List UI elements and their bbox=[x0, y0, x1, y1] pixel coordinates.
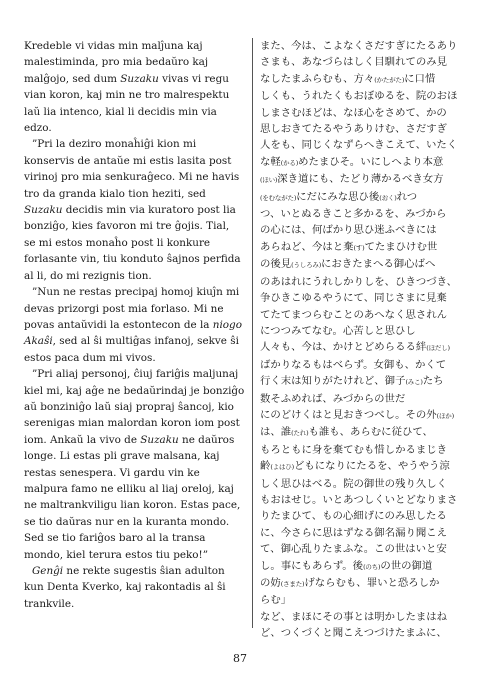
text-segment: に口惜 bbox=[404, 72, 436, 85]
text-segment: めたまひそ。いにしへより本意 bbox=[298, 155, 444, 168]
text-segment: の世の御道 bbox=[380, 559, 433, 572]
text-line bbox=[260, 206, 460, 222]
text-segment: 深き道にも、たどり薄かるべき女方 bbox=[277, 173, 444, 186]
text-segment: つ、いとぬるきこと多かるを、みづから bbox=[260, 208, 447, 221]
text-line bbox=[24, 481, 246, 497]
text-line bbox=[260, 508, 460, 524]
text-segment: laŭ lia intenco, kial li decidis min via bbox=[24, 105, 217, 118]
text-segment: さまも、あなづらはしく目馴れてのみ見 bbox=[260, 56, 448, 69]
japanese-original-column bbox=[260, 38, 460, 642]
text-segment: ne maltrankviligu lian koron. Estas pace, bbox=[24, 499, 241, 512]
text-segment: しく思ひはべる。院の御世の残り久しく bbox=[260, 477, 448, 490]
furigana-reading: (す) bbox=[353, 243, 365, 252]
text-line bbox=[24, 202, 246, 218]
text-line bbox=[24, 579, 246, 595]
text-line bbox=[260, 339, 460, 356]
text-segment: tro da granda kialo tion heziti, sed bbox=[24, 187, 206, 200]
furigana-reading: (みこ) bbox=[405, 378, 423, 387]
text-line bbox=[24, 186, 246, 202]
text-segment: 人をも、同じくなずらへきこえて、いたく bbox=[260, 139, 458, 152]
text-segment: estos paca dum mi vivos. bbox=[24, 351, 156, 364]
text-line bbox=[260, 625, 460, 641]
text-line bbox=[24, 120, 246, 136]
text-segment: ne rekte sugestis ŝian adulton bbox=[63, 565, 225, 577]
text-segment: の心には、何ばかり思ひ迷ふべきには bbox=[260, 224, 437, 237]
text-segment: りたまひて、もの心細げにのみ思したる bbox=[260, 510, 447, 523]
text-segment: forlasante vin, tiu konduto ŝajnos perfida bbox=[24, 253, 241, 266]
text-line bbox=[260, 307, 460, 323]
text-segment: mondo, kiel terura estos tiu peko!” bbox=[24, 548, 209, 561]
text-line bbox=[24, 54, 246, 70]
text-line bbox=[260, 121, 460, 137]
text-line bbox=[260, 239, 460, 256]
text-segment: aŭ bonziniĝo laŭ siaj propraj ŝancoj, kio bbox=[24, 400, 234, 413]
text-line bbox=[24, 169, 246, 185]
text-line bbox=[24, 530, 246, 546]
text-segment: ど、つくづくと聞こえつづけたまふに、 bbox=[260, 627, 447, 640]
text-segment: devas prizorgi post mia forlaso. Mi ne bbox=[24, 302, 224, 315]
furigana-reading: (よはひ) bbox=[270, 463, 294, 472]
text-segment: な軽 bbox=[260, 155, 281, 168]
text-segment: vivas vi regu bbox=[158, 72, 229, 85]
furigana-reading: (かたがた) bbox=[374, 75, 405, 84]
text-line bbox=[260, 357, 460, 373]
text-line bbox=[260, 407, 460, 424]
text-line bbox=[260, 171, 460, 188]
text-line bbox=[260, 575, 460, 592]
furigana-reading: (をむながた) bbox=[260, 193, 297, 202]
column-divider bbox=[252, 38, 253, 628]
italic-term: Suzaku bbox=[120, 72, 159, 85]
text-segment: restas senespera. Vi gardu vin ke bbox=[24, 466, 200, 479]
text-segment: にのどけくはと見おきつべし。その外 bbox=[260, 408, 437, 421]
text-line bbox=[260, 290, 460, 306]
text-line bbox=[260, 391, 460, 407]
text-line bbox=[24, 366, 246, 382]
text-segment: また、今は、こよなくさだすぎにたるあり bbox=[260, 40, 458, 52]
furigana-reading: (のち) bbox=[363, 562, 381, 571]
text-segment: 思しおきてたるやうありけむ、さだすぎ bbox=[260, 123, 448, 136]
text-segment: edzo. bbox=[24, 122, 52, 135]
text-line bbox=[260, 592, 460, 608]
text-segment: decidis min via kuratoro post lia bbox=[62, 204, 236, 217]
text-segment: trankvile. bbox=[24, 597, 75, 610]
text-segment: なしたまふらむも、方々 bbox=[260, 72, 375, 85]
text-line bbox=[260, 88, 460, 104]
text-segment: kun Denta Kverko, kaj rakontadis al ŝi bbox=[24, 581, 226, 594]
text-line bbox=[24, 87, 246, 103]
text-segment: malestiminda, pro mia bedaŭro kaj bbox=[24, 56, 209, 69]
text-segment: たち bbox=[422, 375, 444, 388]
text-segment: にだにみな思ひ後 bbox=[296, 190, 380, 203]
text-line bbox=[260, 222, 460, 238]
text-line bbox=[24, 432, 246, 448]
text-line bbox=[260, 137, 460, 153]
text-line bbox=[24, 218, 246, 234]
furigana-reading: (さまた) bbox=[280, 580, 305, 588]
text-segment: など、まほにその事とは明かしたまはね bbox=[260, 610, 448, 623]
text-segment: al li, do mi rezignis tion. bbox=[24, 269, 152, 282]
text-line bbox=[260, 154, 460, 171]
text-line bbox=[24, 448, 246, 464]
text-segment: Sed se tio fariĝos baro al la transa bbox=[24, 532, 206, 545]
text-segment: ”Nun ne restas precipaj homoj kiuĵn mi bbox=[32, 286, 240, 299]
text-segment: も誰も、あらむに従ひて、 bbox=[308, 426, 433, 439]
text-segment: , sed al ŝi multiĝas infanoj, sekve ŝi bbox=[52, 335, 239, 348]
text-line bbox=[24, 596, 246, 612]
text-segment: 争ひきこゆるやうにて、同じさまに見棄 bbox=[260, 292, 447, 305]
text-line bbox=[260, 424, 460, 441]
text-segment: povas antaŭvidi la estontecon de la bbox=[24, 318, 213, 331]
text-segment: 数そふめれば、みづからの世だ bbox=[260, 392, 406, 405]
text-line bbox=[24, 317, 246, 333]
text-segment: se mi estos monaĥo post li konkure bbox=[24, 236, 211, 249]
text-line bbox=[24, 301, 246, 317]
text-line bbox=[24, 415, 246, 431]
text-line bbox=[24, 251, 246, 267]
text-line bbox=[24, 284, 246, 300]
text-line bbox=[260, 442, 460, 458]
text-line bbox=[24, 333, 246, 349]
text-line bbox=[260, 609, 460, 625]
text-segment: kiel mi, kaj aĝe ne bedaŭrindaj je bonziĝo bbox=[24, 384, 245, 397]
text-line bbox=[260, 558, 460, 575]
italic-term: niogo bbox=[212, 318, 242, 331]
text-segment: bonziĝo, kies favoron mi tre ĝojis. Tial, bbox=[24, 220, 230, 233]
text-segment: もおはせじ。いとあつしくいとどなりまさ bbox=[260, 493, 458, 506]
furigana-reading: (かる) bbox=[280, 158, 299, 167]
text-line bbox=[260, 256, 460, 273]
text-line bbox=[24, 104, 246, 120]
text-line bbox=[260, 476, 460, 492]
text-line bbox=[260, 525, 460, 541]
text-line bbox=[260, 274, 460, 290]
text-line bbox=[260, 458, 460, 475]
text-segment: malpura famo ne elliku al liaj oreloj, kaj bbox=[24, 482, 234, 495]
text-segment: てたまひけむ世 bbox=[364, 240, 438, 253]
esperanto-translation-column bbox=[24, 38, 246, 612]
text-segment: se tio daŭras nur en la kuranta mondo. bbox=[24, 515, 230, 528]
text-segment: の後見 bbox=[260, 258, 292, 271]
text-line bbox=[24, 71, 246, 87]
text-segment: konservis de antaŭe mi estis lasita post bbox=[24, 154, 232, 167]
text-line bbox=[24, 268, 246, 284]
text-line bbox=[24, 497, 246, 513]
text-line bbox=[260, 54, 460, 70]
text-line bbox=[260, 323, 460, 339]
italic-term: Suzaku bbox=[140, 433, 179, 446]
text-segment: におきたまへる御心ばへ bbox=[321, 258, 436, 271]
text-line bbox=[24, 383, 246, 399]
text-line bbox=[260, 38, 460, 54]
text-segment: ne daŭros bbox=[178, 433, 235, 446]
text-segment: しくも、うれたくもおぼゆるを、院のおほ bbox=[260, 90, 458, 103]
text-line bbox=[24, 547, 246, 563]
text-segment: serenigas mian malordan koron iom post bbox=[24, 417, 240, 430]
text-line bbox=[24, 563, 246, 579]
furigana-reading: (おく) bbox=[379, 193, 397, 202]
furigana-reading: (うしろみ) bbox=[291, 261, 322, 270]
text-line bbox=[260, 105, 460, 121]
text-segment: virinoj pro mia senkuraĝeco. Mi ne havis bbox=[24, 171, 240, 184]
italic-term: Akaŝi bbox=[24, 335, 53, 348]
text-segment: らむ」 bbox=[260, 594, 292, 607]
text-segment: 人々も、今は、かけとどめらるる絆 bbox=[260, 341, 427, 354]
page-number: 87 bbox=[233, 652, 247, 665]
text-line bbox=[260, 373, 460, 390]
text-segment: Kredeble vi vidas min malĵuna kaj bbox=[24, 40, 203, 52]
text-segment: に、今さらに思はずなる御名漏り聞こえ bbox=[260, 526, 448, 539]
text-segment: げならむも、罪いと恐ろしか bbox=[304, 577, 440, 589]
text-line bbox=[260, 492, 460, 508]
text-line bbox=[24, 399, 246, 415]
text-segment: しまさむほどは、なほ心をさめて、かの bbox=[260, 106, 447, 119]
text-segment: のあはれにうれしかりしを、ひきつづき、 bbox=[260, 275, 458, 288]
text-segment: につつみてなむ。心苦しと思ひし bbox=[260, 324, 416, 337]
text-line bbox=[24, 465, 246, 481]
text-segment: もろともに身を棄てむも惜しかるまじき bbox=[260, 443, 448, 456]
text-segment: longe. Li estas pli grave malsana, kaj bbox=[24, 450, 220, 463]
text-segment: ”Pri aliaj personoj, ĉiuj fariĝis maljunaj bbox=[32, 368, 239, 381]
furigana-reading: (ほか) bbox=[436, 411, 454, 420]
text-segment: どもになりにたるを、やうやう涼 bbox=[293, 460, 450, 473]
text-segment: ばかりなるもはべらず。女御も、かくて bbox=[260, 358, 447, 371]
text-segment: あらねど、今はと棄 bbox=[260, 240, 354, 253]
text-line bbox=[24, 136, 246, 152]
italic-term: Genĝi bbox=[32, 565, 64, 577]
text-segment: の妨 bbox=[260, 577, 281, 589]
text-line bbox=[24, 350, 246, 366]
text-segment: 齢 bbox=[260, 460, 271, 473]
text-line bbox=[24, 235, 246, 251]
text-segment: し。事にもあらず。後 bbox=[260, 559, 364, 572]
text-line bbox=[24, 514, 246, 530]
text-segment: れつ bbox=[396, 190, 418, 203]
text-line bbox=[260, 541, 460, 557]
text-line bbox=[260, 71, 460, 88]
furigana-reading: (たれ) bbox=[291, 429, 309, 438]
furigana-reading: (ほい) bbox=[260, 176, 278, 185]
text-segment: malĝojo, sed dum bbox=[24, 72, 121, 85]
furigana-reading: (ほだし) bbox=[426, 344, 450, 353]
italic-term: Suzaku bbox=[24, 204, 63, 217]
text-segment: vian koron, kaj min ne tro malrespektu bbox=[24, 89, 230, 102]
text-segment: て、御心乱りたまふな。この世はいと安 bbox=[260, 543, 447, 556]
text-segment: 行く末は知りがたけれど、御子 bbox=[260, 375, 406, 388]
text-segment: ”Pri la deziro monaĥiĝi kion mi bbox=[32, 138, 197, 151]
text-line bbox=[24, 153, 246, 169]
text-segment: iom. Ankaŭ la vivo de bbox=[24, 433, 141, 446]
text-line bbox=[24, 38, 246, 54]
text-segment: てたてまつらむことのあへなく思されん bbox=[260, 308, 448, 321]
text-segment: は、誰 bbox=[260, 426, 292, 439]
text-line bbox=[260, 189, 460, 206]
